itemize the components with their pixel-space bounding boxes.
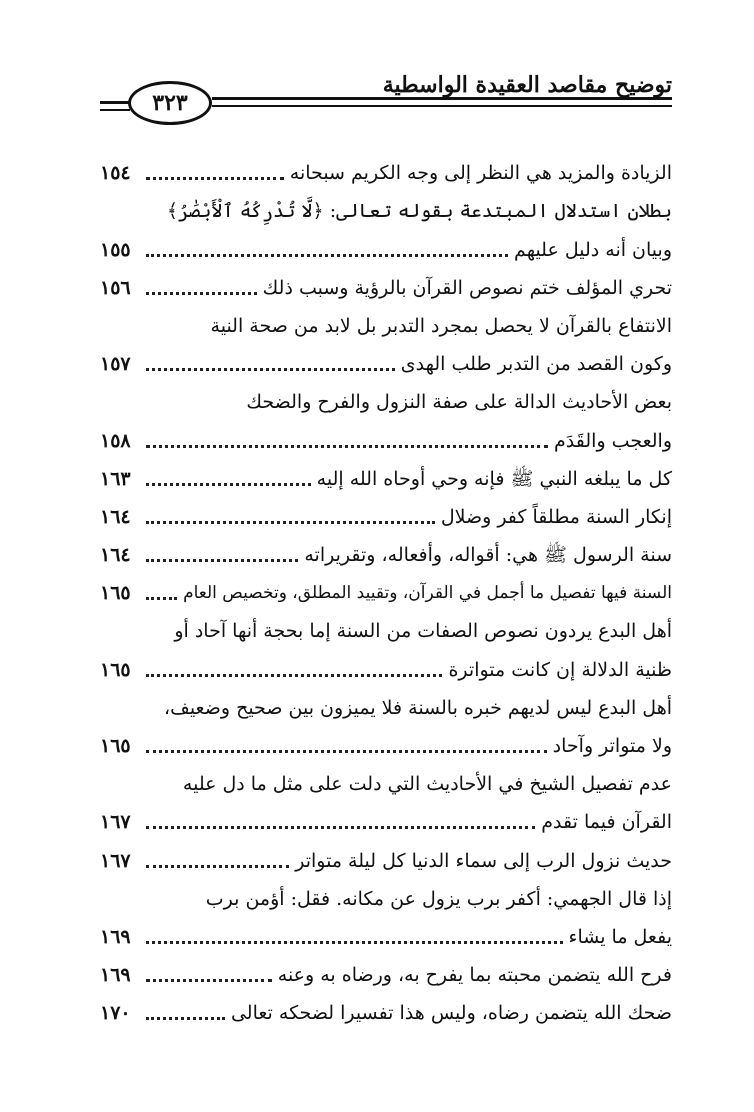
toc-page-number: ١٦٤ [100, 505, 131, 528]
toc-entry [100, 530, 672, 568]
toc-entry-text: ضحك الله يتضمن رضاه، وليس هذا تفسيرا لضحكه تعالى [230, 1002, 672, 1025]
dot-leader [146, 558, 298, 562]
toc-entry-text: بطلان استدلال المبتدعة بقوله تعالى: ﴿لَّا تُدْرِكُهُ ٱلْأَبْصَٰرُ﴾ [166, 200, 672, 223]
toc-page-number: ١٦٩ [100, 925, 131, 948]
dot-leader [146, 482, 311, 486]
toc-page-number: ١٥٧ [100, 353, 131, 376]
toc-page-number: ١٦٥ [100, 582, 131, 605]
toc-page-number: ١٦٥ [100, 658, 131, 681]
dot-leader [146, 367, 395, 371]
toc-page-number: ١٥٥ [100, 238, 131, 261]
toc-entry [100, 950, 672, 988]
toc-entry [100, 415, 672, 453]
toc-entry-text: أهل البدع يردون نصوص الصفات من السنة إما بحجة أنها آحاد أو [174, 620, 672, 643]
toc-entry-text: ولا متواتر وآحاد [552, 735, 672, 757]
toc-entry-text: فرح الله يتضمن محبته بما يفرح به، ورضاه به وعنه [277, 964, 672, 987]
toc-entry-text: السنة فيها تفصيل ما أجمل في القرآن، وتقييد المطلق، وتخصيص العام [183, 583, 672, 604]
toc-entry-text: القرآن فيما تقدم [541, 811, 672, 834]
dot-leader [146, 253, 508, 257]
toc-entry-text: سنة الرسول ﷺ هي: أقواله، وأفعاله، وتقريراته [304, 544, 672, 567]
toc-entry-text: كل ما يبلغه النبي ﷺ فإنه وحي أوحاه الله إليه [316, 467, 672, 490]
toc-entry-text: حديث نزول الرب إلى سماء الدنيا كل ليلة متواتر [295, 849, 672, 872]
header-rule [212, 105, 672, 107]
toc-entry [100, 721, 672, 759]
toc-entry [100, 224, 672, 262]
toc-entry [100, 874, 672, 912]
dot-leader [146, 291, 257, 295]
toc-entry [100, 912, 672, 950]
dot-leader [146, 673, 442, 677]
page-header [100, 72, 672, 136]
header-rule [100, 109, 130, 111]
toc-entry [100, 148, 672, 186]
dot-leader [146, 978, 272, 982]
toc-page-number: ١٥٦ [100, 276, 131, 299]
toc-entry-text: وكون القصد من التدبر طلب الهدى [400, 353, 672, 376]
page-number-badge: ٣٢٣ [128, 81, 212, 125]
toc-entry [100, 339, 672, 377]
toc-entry-text: تحري المؤلف ختم نصوص القرآن بالرؤية وسبب ذلك [262, 276, 672, 299]
toc-entry-text: إذا قال الجهمي: أكفر برب يزول عن مكانه. فقل: أؤمن برب [205, 887, 672, 910]
dot-leader [146, 1016, 225, 1020]
dot-leader [146, 176, 284, 180]
toc-entry-text: إنكار السنة مطلقاً كفر وضلال [440, 505, 672, 528]
toc-entry-text: ظنية الدلالة إن كانت متواترة [448, 658, 672, 681]
toc-entry-text: وبيان أنه دليل عليهم [514, 238, 672, 261]
dot-leader [146, 520, 435, 524]
toc-entry-text: الزيادة والمزيد هي النظر إلى وجه الكريم سبحانه [289, 162, 672, 185]
toc-entry-text: أهل البدع ليس لديهم خبره بالسنة فلا يميزون بين صحيح وضعيف، [164, 696, 672, 719]
toc-entry-text: عدم تفصيل الشيخ في الأحاديث التي دلت على مثل ما دل عليه [182, 773, 672, 796]
toc-page-number: ١٦٥ [100, 735, 131, 757]
toc-entry [100, 683, 672, 721]
toc-entry-text: الانتفاع بالقرآن لا يحصل بمجرد التدبر بل لابد من صحة النية [210, 314, 672, 337]
toc-entry [100, 797, 672, 835]
toc-entry-text: بعض الأحاديث الدالة على صفة النزول والفرح والضحك [246, 391, 672, 414]
dot-leader [146, 864, 289, 868]
toc-entry [100, 377, 672, 415]
toc-entry [100, 835, 672, 873]
dot-leader [146, 940, 563, 944]
toc-entry-text: والعجب والقَدَم [554, 429, 672, 452]
toc-entry [100, 263, 672, 301]
toc-entry [100, 492, 672, 530]
dot-leader [146, 596, 177, 600]
toc-entry [100, 568, 672, 606]
toc-page-number: ١٦٧ [100, 849, 131, 872]
toc-entry-text: يفعل ما يشاء [568, 925, 672, 948]
toc-entry [100, 301, 672, 339]
toc-entry [100, 454, 672, 492]
dot-leader [146, 825, 535, 829]
header-rule [100, 101, 130, 104]
table-of-contents [100, 148, 672, 1026]
dot-leader [146, 749, 547, 753]
toc-entry [100, 186, 672, 224]
toc-page-number: ١٦٤ [100, 544, 131, 567]
toc-page-number: ١٦٣ [100, 467, 131, 490]
toc-page-number: ١٦٧ [100, 811, 131, 834]
toc-entry [100, 644, 672, 682]
book-title: توضيح مقاصد العقيدة الواسطية [382, 72, 672, 98]
toc-page-number: ١٦٩ [100, 964, 131, 987]
toc-page-number: ١٥٤ [100, 162, 131, 185]
toc-entry [100, 988, 672, 1026]
toc-page-number: ١٧٠ [100, 1002, 131, 1025]
toc-entry [100, 759, 672, 797]
toc-page-number: ١٥٨ [100, 429, 131, 452]
dot-leader [146, 444, 548, 448]
toc-entry [100, 606, 672, 644]
